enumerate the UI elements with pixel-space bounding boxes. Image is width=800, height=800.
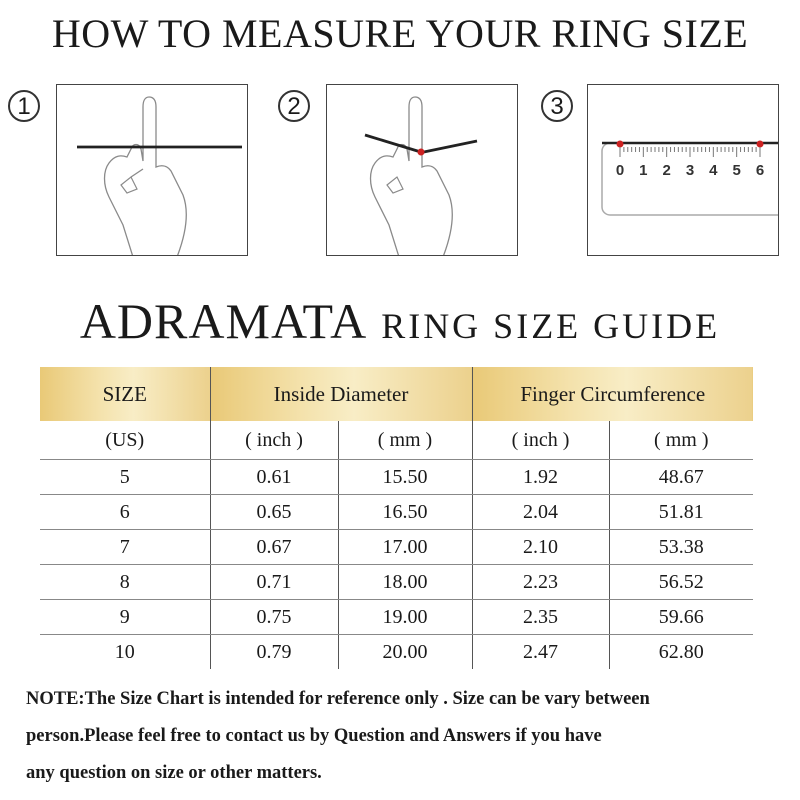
table-cell: 0.65 bbox=[210, 495, 338, 530]
step-1-illustration bbox=[56, 84, 248, 256]
page-title: HOW TO MEASURE YOUR RING SIZE bbox=[51, 11, 749, 56]
table-cell: 6 bbox=[40, 495, 210, 530]
header-inside-diameter: Inside Diameter bbox=[210, 367, 472, 421]
table-cell: 62.80 bbox=[658, 640, 704, 663]
table-row bbox=[40, 495, 753, 530]
table-cell: 2.04 bbox=[472, 495, 609, 530]
table-header-row bbox=[40, 367, 753, 421]
table-cell: 51.81 bbox=[609, 495, 753, 530]
table-cell: 9 bbox=[40, 600, 210, 635]
table-cell: 5 bbox=[40, 460, 210, 495]
note-line-1: NOTE:The Size Chart is intended for reference only . Size can be vary between bbox=[26, 689, 650, 709]
table-cell: 1.92 bbox=[472, 460, 609, 495]
table-cell: 7 bbox=[40, 530, 210, 565]
unit-circumference-mm: ( mm ) bbox=[609, 421, 753, 460]
table-cell: 19.00 bbox=[338, 600, 472, 635]
ruler-label: 1 bbox=[639, 162, 648, 179]
table-row bbox=[40, 635, 753, 670]
table-cell: 56.52 bbox=[609, 565, 753, 600]
table-cell: 0.75 bbox=[210, 600, 338, 635]
header-size: SIZE bbox=[40, 367, 210, 421]
step-number-2: 2 bbox=[278, 90, 310, 122]
table-cell: 53.38 bbox=[609, 530, 753, 565]
note-line-2: person.Please feel free to contact us by Question and Answers if you have bbox=[26, 726, 602, 746]
brand-heading bbox=[0, 292, 800, 350]
unit-circumference-inch: ( inch ) bbox=[472, 421, 609, 460]
table-unit-row bbox=[40, 421, 753, 460]
size-note bbox=[26, 681, 786, 792]
ruler-label: 5 bbox=[732, 162, 741, 179]
table-cell: 59.66 bbox=[609, 600, 753, 635]
ruler-label: 2 bbox=[662, 162, 671, 179]
table-cell: 0.67 bbox=[210, 530, 338, 565]
step-number-1: 1 bbox=[8, 90, 40, 122]
ring-size-table bbox=[40, 367, 753, 669]
step-3 bbox=[541, 84, 791, 259]
ruler-label: 6 bbox=[755, 162, 765, 179]
note-line-3: any question on size or other matters. bbox=[26, 763, 322, 783]
ruler-icon bbox=[588, 85, 779, 256]
mark-dot bbox=[418, 149, 425, 156]
table-cell: 48.67 bbox=[609, 460, 753, 495]
table-cell: 0.61 bbox=[210, 460, 338, 495]
table-cell: 8 bbox=[40, 565, 210, 600]
step-3-illustration bbox=[587, 84, 779, 256]
table-row bbox=[40, 565, 753, 600]
table-cell: 17.00 bbox=[338, 530, 472, 565]
step-number-3: 3 bbox=[541, 90, 573, 122]
unit-diameter-inch: ( inch ) bbox=[210, 421, 338, 460]
step-2-illustration bbox=[326, 84, 518, 256]
hand-wrapped-strip-icon bbox=[327, 85, 518, 256]
table-cell: 0.71 bbox=[210, 565, 338, 600]
table-cell: 2.23 bbox=[472, 565, 609, 600]
table-cell: 0.79 bbox=[210, 635, 338, 670]
table-cell: 10 bbox=[40, 635, 210, 670]
brand-name: ADRAMATA bbox=[79, 293, 368, 349]
step-1 bbox=[8, 84, 258, 259]
table-row bbox=[40, 530, 753, 565]
table-cell: 16.50 bbox=[338, 495, 472, 530]
table-cell: 20.00 bbox=[338, 635, 472, 670]
table-row bbox=[40, 600, 753, 635]
brand-subtitle: RING SIZE GUIDE bbox=[381, 306, 721, 346]
ruler-label: 0 bbox=[615, 162, 625, 179]
step-2 bbox=[278, 84, 528, 259]
table-cell: 15.50 bbox=[338, 460, 472, 495]
unit-diameter-mm: ( mm ) bbox=[338, 421, 472, 460]
table-cell: 18.00 bbox=[338, 565, 472, 600]
table-cell: 2.35 bbox=[472, 600, 609, 635]
ruler-label: 3 bbox=[685, 162, 695, 179]
table-cell: 2.10 bbox=[472, 530, 609, 565]
table-row bbox=[40, 460, 753, 495]
unit-size: (US) bbox=[40, 421, 210, 460]
header-finger-circumference: Finger Circumference bbox=[472, 367, 753, 421]
table-cell: 2.47 bbox=[472, 635, 609, 670]
hand-with-paper-strip-icon bbox=[57, 85, 248, 256]
ruler-label: 4 bbox=[709, 162, 718, 179]
